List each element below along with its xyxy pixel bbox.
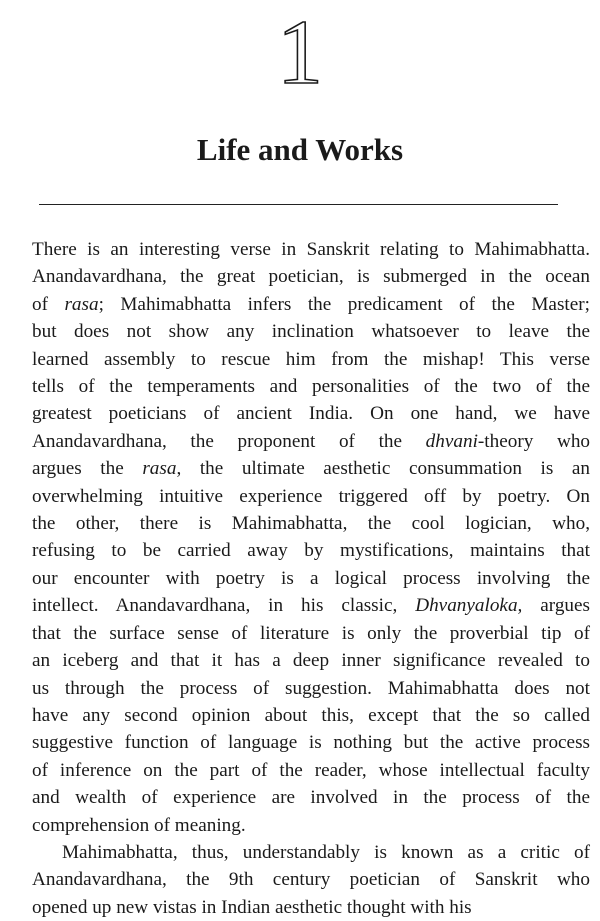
text-run: , the ultimate aesthetic consummation is an [176,458,591,480]
text-run: that the surface sense of literature is only the proverbial tip of [32,622,590,644]
text-run: learned assembly to rescue him from the mishap! This verse [32,348,590,370]
text-line [32,812,590,839]
text-run: suggestive function of language is nothing but the active process [32,732,590,754]
italic-term: rasa [64,293,99,315]
text-line [32,428,590,455]
paragraph [32,236,590,839]
text-run: our encounter with poetry is a logical process involving the [32,567,590,589]
text-run: of [32,293,65,315]
text-line [32,263,590,290]
text-line [32,729,590,756]
text-run: an iceberg and that it has a deep inner significance revealed to [32,650,590,672]
text-run: Anandavardhana, the proponent of the [32,430,426,452]
text-line [32,483,590,510]
italic-term: dhvani [425,430,478,452]
text-run: -theory who [477,430,591,452]
text-line [32,675,590,702]
text-line [32,894,590,921]
text-line [32,373,590,400]
text-line [32,702,590,729]
text-line [32,839,590,866]
text-line [32,620,590,647]
text-run: the other, there is Mahimabhatta, the cool logician, who, [32,513,590,535]
text-line [32,236,590,263]
text-line [32,346,590,373]
text-run: overwhelming intuitive experience triggered off by poetry. On [32,485,590,507]
paragraph [32,839,590,921]
text-line [32,866,590,893]
italic-term: Dhvanyaloka, [415,595,523,617]
text-line [32,592,590,619]
italic-term: rasa [142,458,177,480]
text-run: comprehension of meaning. [32,814,246,836]
text-run: intellect. Anandavardhana, in his classic, [32,595,416,617]
text-run: greatest poeticians of ancient India. On one hand, we have [32,403,590,425]
text-run: and wealth of experience are involved in the process of the [32,787,590,809]
text-line [32,510,590,537]
text-line [32,757,590,784]
text-line [32,455,590,482]
text-run: refusing to be carried away by mystifications, maintains that [32,540,590,562]
chapter-title: Life and Works [196,132,404,167]
text-run: argues [522,595,591,617]
text-run: argues the [32,458,143,480]
text-run: tells of the temperaments and personalities of the two of the [32,376,590,398]
text-line [32,565,590,592]
text-line [32,647,590,674]
text-line [32,291,590,318]
text-run: have any second opinion about this, except that the so called [32,704,590,726]
text-run: of inference on the part of the reader, whose intellectual faculty [32,759,590,781]
text-line [32,318,590,345]
text-run: Mahimabhatta, thus, understandably is known as a critic of [62,841,590,863]
text-line [32,400,590,427]
text-run: Anandavardhana, the great poetician, is submerged in the ocean [32,266,590,288]
text-line [32,784,590,811]
text-run: ; Mahimabhatta infers the predicament of the Master; [98,293,590,315]
text-line [32,537,590,564]
text-run: Anandavardhana, the 9th century poetician of Sanskrit who [32,869,590,891]
chapter-number: 1 [277,1,323,103]
text-run: There is an interesting verse in Sanskrit relating to Mahimabhatta. [32,239,590,260]
text-run: opened up new vistas in Indian aesthetic thought with his [32,896,472,918]
title-divider [39,204,558,205]
text-run: but does not show any inclination whatsoever to leave the [32,321,590,343]
text-run: us through the process of suggestion. Mahimabhatta does not [32,677,590,699]
chapter-body [32,236,590,921]
